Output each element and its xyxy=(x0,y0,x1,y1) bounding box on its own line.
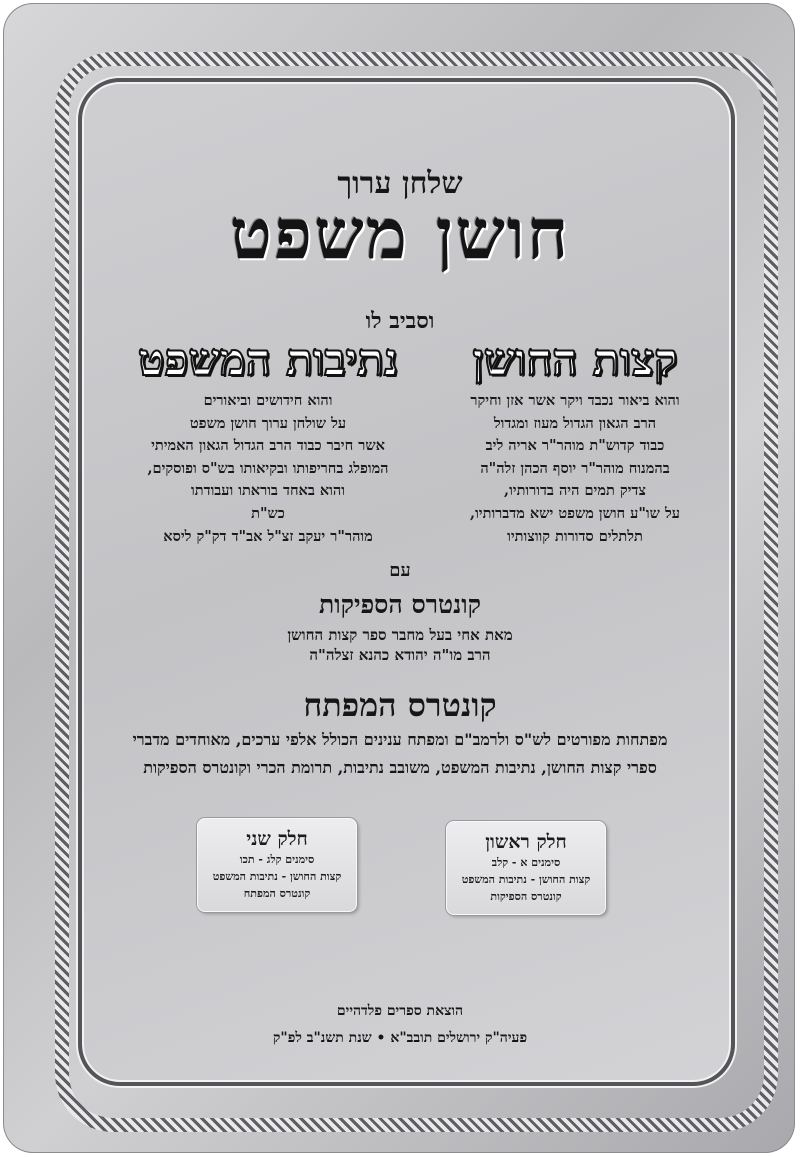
volume-one-label xyxy=(446,821,606,915)
volume-simanim: סימנים א - קלב xyxy=(491,856,561,869)
nesivos-line: כש"ת xyxy=(251,504,285,522)
kuntres-mafteach-line: מפתחות מפורטים לש"ס ולרמב"ם ומפתח ענינים הכולל אלפי ערכים, מאוחדים מדברי xyxy=(132,730,668,749)
ketzos-line: כבוד קדוש"ת מוהר"ר אריה ליב xyxy=(485,437,665,455)
publisher-name: הוצאת ספרים פלדהיים xyxy=(336,1003,464,1019)
vesaviv-lo: וסביב לו xyxy=(365,308,435,334)
volume-content: קצות החושן - נתיבות המשפט xyxy=(212,870,342,883)
volume-title: חלק שני xyxy=(246,828,308,850)
kuntres-sfeikos-line: מאת אחי בעל מחבר ספר קצות החושן xyxy=(287,626,513,644)
volume-simanim: סימנים קלג - תכו xyxy=(239,853,315,866)
kuntres-mafteach-line: ספרי קצות החושן, נתיבות המשפט, משובב נתיבות, תרומת הכרי וקונטרס הספיקות xyxy=(143,758,657,777)
nesivos-title: נתיבות המשפט xyxy=(137,335,399,386)
nesivos-line: המופלג בחריפותו ובקיאותו בש"ס ופוסקים, xyxy=(147,459,389,477)
nesivos-column xyxy=(118,332,418,548)
volume-content: קצות החושן - נתיבות המשפט xyxy=(461,873,591,886)
ketzos-line: צדיק תמים היה בדורותיו, xyxy=(504,482,646,500)
shulchan-aruch-heading: שלחן ערוך xyxy=(337,166,463,201)
nesivos-line: אשר חיבר כבוד הרב הגדול הגאון האמיתי xyxy=(151,437,385,455)
volume-content: קונטרס המפתח xyxy=(243,887,311,900)
publisher-place-year: פעיה"ק ירושלים תובב"א • שנת תשנ"ב לפ"ק xyxy=(272,1030,528,1046)
kuntres-mafteach-title: קונטרס המפתח xyxy=(303,686,497,724)
nesivos-line: והוא באחד בוראתו ועבודתו xyxy=(191,482,345,500)
ketzos-column xyxy=(430,332,720,548)
ketzos-line: על שו"ע חושן משפט ישא מדברותיו, xyxy=(470,504,680,522)
kuntres-sfeikos-line: הרב מו"ה יהודא כהנא זצלה"ה xyxy=(309,646,491,664)
nesivos-line: והוא חידושים וביאורים xyxy=(203,392,333,409)
volume-two-label xyxy=(197,818,357,912)
nesivos-line: על שולחן ערוך חושן משפט xyxy=(189,414,347,432)
volume-title: חלק ראשון xyxy=(485,831,567,853)
ketzos-line: והוא ביאור נכבד ויקר אשר אזן וחיקר xyxy=(470,392,680,409)
nesivos-line: מוהר"ר יעקב זצ"ל אב"ד דק"ק ליסא xyxy=(163,527,373,545)
ketzos-line: בהמנוח מוהר"ר יוסף הכהן זלה"ה xyxy=(480,459,670,477)
volume-content: קונטרס הספיקות xyxy=(490,890,562,903)
ketzos-title: קצות החושן xyxy=(472,335,678,386)
ketzos-line: תלתלים סדורות קווצותיו xyxy=(507,527,643,545)
book-title: חושן משפט xyxy=(229,192,571,275)
kuntres-sfeikos-title: קונטרס הספיקות xyxy=(319,590,481,619)
im-label: עם xyxy=(389,560,411,581)
ketzos-line: הרב הגאון הגדול מעוז ומגדול xyxy=(493,414,657,432)
